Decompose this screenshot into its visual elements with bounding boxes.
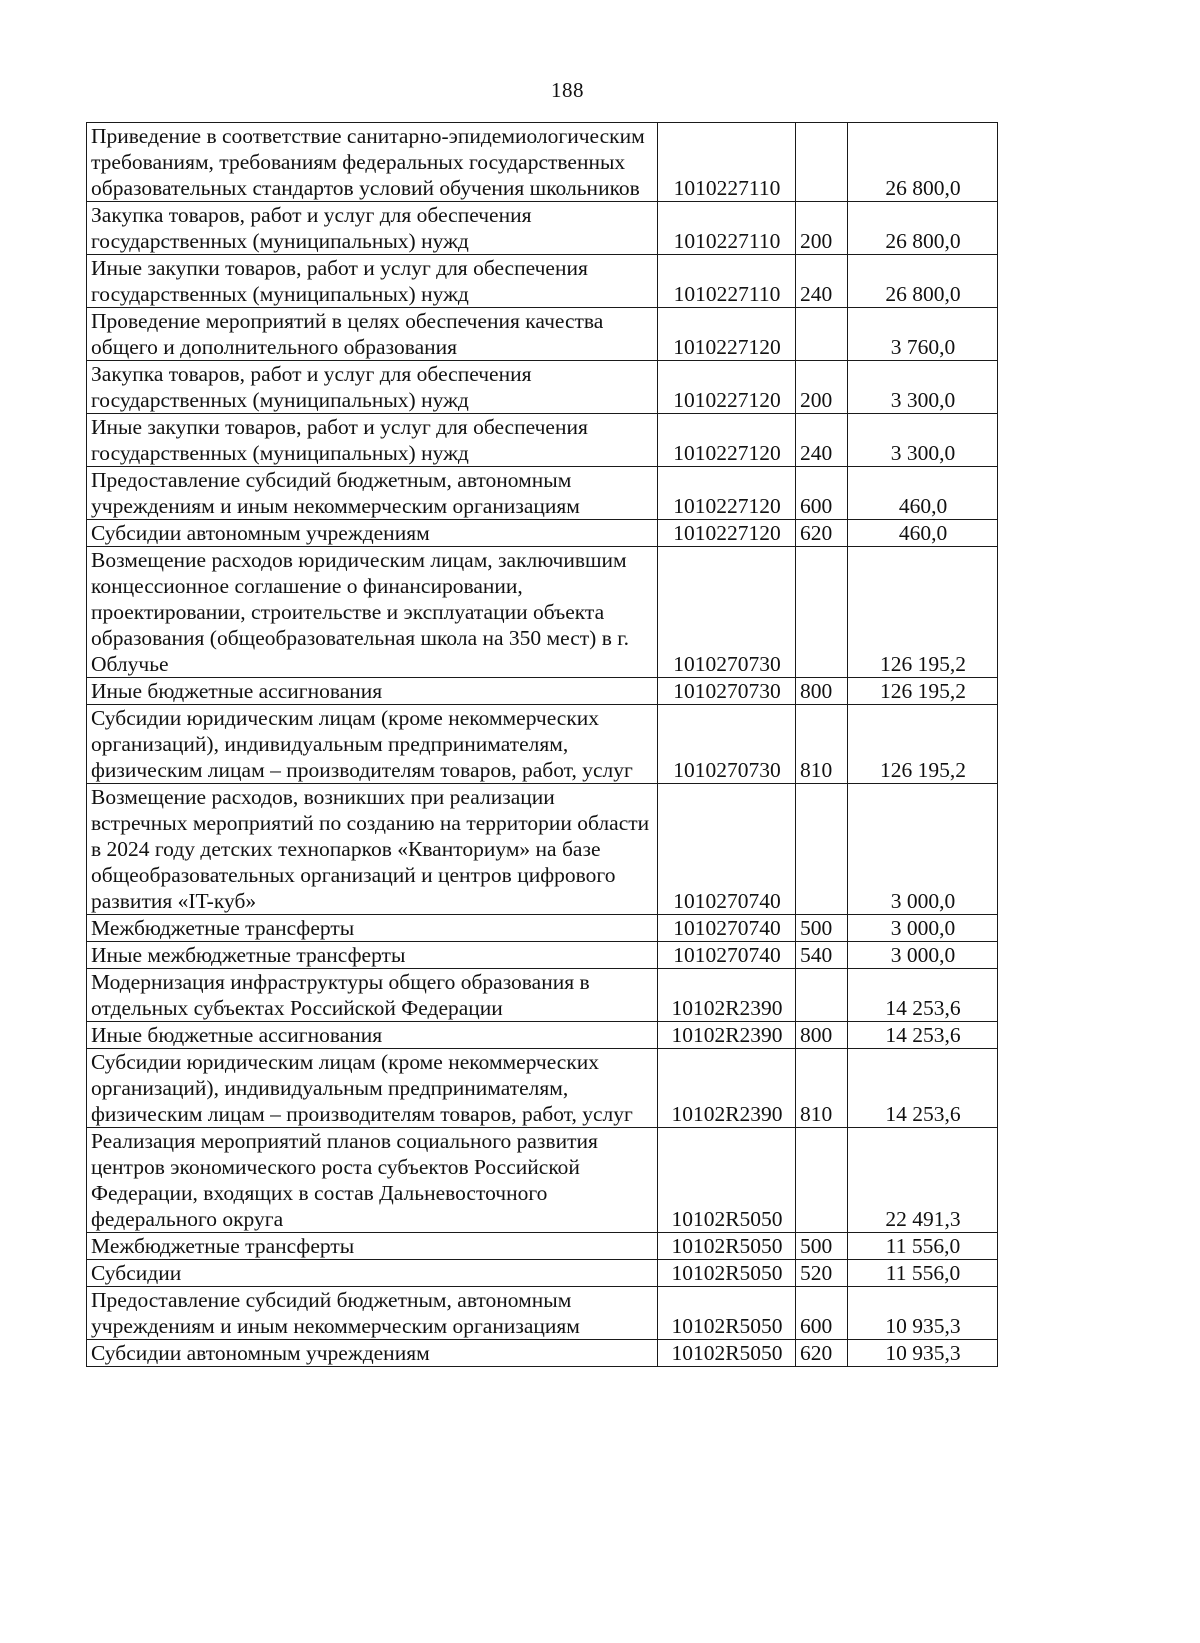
- amount-cell: 11 556,0: [848, 1233, 998, 1260]
- expense-name-cell: Приведение в соответствие санитарно-эпидемиологическим требованиям, требованиям федеральных государственных образовательных стандартов условий обучения школьников: [87, 123, 658, 202]
- expense-type-cell: [796, 123, 848, 202]
- target-article-code-cell: 1010270730: [658, 547, 796, 678]
- expense-type-cell: [796, 969, 848, 1022]
- amount-cell: 3 000,0: [848, 784, 998, 915]
- target-article-code-cell: 1010227120: [658, 361, 796, 414]
- expense-type-cell: 540: [796, 942, 848, 969]
- expense-type-cell: [796, 308, 848, 361]
- table-row: [87, 1287, 998, 1340]
- table-row: [87, 255, 998, 308]
- expense-name-cell: Субсидии юридическим лицам (кроме некоммерческих организаций), индивидуальным предпринимателям, физическим лицам – производителям товаров, работ, услуг: [87, 1049, 658, 1128]
- expense-name-cell: Иные бюджетные ассигнования: [87, 678, 658, 705]
- expense-name-cell: Проведение мероприятий в целях обеспечения качества общего и дополнительного образования: [87, 308, 658, 361]
- table-row: [87, 1049, 998, 1128]
- amount-cell: 126 195,2: [848, 705, 998, 784]
- target-article-code-cell: 1010270740: [658, 784, 796, 915]
- budget-table-body: [87, 123, 998, 1367]
- amount-cell: 26 800,0: [848, 255, 998, 308]
- amount-cell: 14 253,6: [848, 1022, 998, 1049]
- table-row: [87, 1233, 998, 1260]
- expense-name-cell: Субсидии автономным учреждениям: [87, 520, 658, 547]
- expense-name-cell: Возмещение расходов юридическим лицам, заключившим концессионное соглашение о финансировании, проектировании, строительстве и эксплуатации объекта образования (общеобразовательная школа на 350 мест) в г. Облучье: [87, 547, 658, 678]
- target-article-code-cell: 1010270740: [658, 942, 796, 969]
- target-article-code-cell: 1010227120: [658, 414, 796, 467]
- expense-type-cell: 620: [796, 520, 848, 547]
- table-row: [87, 520, 998, 547]
- expense-type-cell: 800: [796, 678, 848, 705]
- amount-cell: 460,0: [848, 520, 998, 547]
- table-row: [87, 123, 998, 202]
- expense-type-cell: 810: [796, 1049, 848, 1128]
- table-row: [87, 915, 998, 942]
- expense-name-cell: Возмещение расходов, возникших при реализации встречных мероприятий по созданию на территории области в 2024 году детских технопарков «Кванториум» на базе общеобразовательных организаций и центров цифрового развития «IT-куб»: [87, 784, 658, 915]
- target-article-code-cell: 1010227110: [658, 202, 796, 255]
- expense-name-cell: Модернизация инфраструктуры общего образования в отдельных субъектах Российской Федерации: [87, 969, 658, 1022]
- expense-type-cell: 200: [796, 361, 848, 414]
- amount-cell: 3 300,0: [848, 414, 998, 467]
- expense-type-cell: [796, 784, 848, 915]
- amount-cell: 126 195,2: [848, 547, 998, 678]
- expense-name-cell: Межбюджетные трансферты: [87, 1233, 658, 1260]
- amount-cell: 14 253,6: [848, 969, 998, 1022]
- expense-type-cell: 240: [796, 414, 848, 467]
- amount-cell: 10 935,3: [848, 1340, 998, 1367]
- budget-table: [86, 122, 998, 1367]
- expense-name-cell: Предоставление субсидий бюджетным, автономным учреждениям и иным некоммерческим организациям: [87, 1287, 658, 1340]
- amount-cell: 14 253,6: [848, 1049, 998, 1128]
- target-article-code-cell: 1010270740: [658, 915, 796, 942]
- amount-cell: 3 000,0: [848, 915, 998, 942]
- table-row: [87, 467, 998, 520]
- table-row: [87, 705, 998, 784]
- table-row: [87, 547, 998, 678]
- table-row: [87, 784, 998, 915]
- target-article-code-cell: 10102R5050: [658, 1340, 796, 1367]
- amount-cell: 26 800,0: [848, 123, 998, 202]
- expense-type-cell: 810: [796, 705, 848, 784]
- amount-cell: 11 556,0: [848, 1260, 998, 1287]
- table-row: [87, 308, 998, 361]
- expense-name-cell: Субсидии автономным учреждениям: [87, 1340, 658, 1367]
- amount-cell: 3 300,0: [848, 361, 998, 414]
- amount-cell: 126 195,2: [848, 678, 998, 705]
- expense-name-cell: Предоставление субсидий бюджетным, автономным учреждениям и иным некоммерческим организациям: [87, 467, 658, 520]
- amount-cell: 26 800,0: [848, 202, 998, 255]
- expense-type-cell: 520: [796, 1260, 848, 1287]
- target-article-code-cell: 1010227120: [658, 308, 796, 361]
- target-article-code-cell: 1010227110: [658, 255, 796, 308]
- amount-cell: 460,0: [848, 467, 998, 520]
- expense-type-cell: 800: [796, 1022, 848, 1049]
- target-article-code-cell: 10102R2390: [658, 1049, 796, 1128]
- expense-type-cell: 620: [796, 1340, 848, 1367]
- expense-name-cell: Иные закупки товаров, работ и услуг для обеспечения государственных (муниципальных) нужд: [87, 255, 658, 308]
- expense-name-cell: Закупка товаров, работ и услуг для обеспечения государственных (муниципальных) нужд: [87, 202, 658, 255]
- target-article-code-cell: 1010227110: [658, 123, 796, 202]
- table-row: [87, 942, 998, 969]
- target-article-code-cell: 1010227120: [658, 520, 796, 547]
- target-article-code-cell: 10102R5050: [658, 1233, 796, 1260]
- table-row: [87, 969, 998, 1022]
- expense-type-cell: 500: [796, 1233, 848, 1260]
- table-row: [87, 1340, 998, 1367]
- expense-type-cell: [796, 547, 848, 678]
- expense-type-cell: 600: [796, 467, 848, 520]
- table-row: [87, 678, 998, 705]
- target-article-code-cell: 1010270730: [658, 705, 796, 784]
- expense-name-cell: Субсидии юридическим лицам (кроме некоммерческих организаций), индивидуальным предпринимателям, физическим лицам – производителям товаров, работ, услуг: [87, 705, 658, 784]
- target-article-code-cell: 10102R5050: [658, 1260, 796, 1287]
- amount-cell: 3 000,0: [848, 942, 998, 969]
- expense-name-cell: Межбюджетные трансферты: [87, 915, 658, 942]
- page-number: 188: [551, 78, 584, 102]
- target-article-code-cell: 10102R5050: [658, 1287, 796, 1340]
- table-row: [87, 202, 998, 255]
- expense-type-cell: [796, 1128, 848, 1233]
- table-row: [87, 1260, 998, 1287]
- expense-name-cell: Иные бюджетные ассигнования: [87, 1022, 658, 1049]
- expense-name-cell: Закупка товаров, работ и услуг для обеспечения государственных (муниципальных) нужд: [87, 361, 658, 414]
- target-article-code-cell: 10102R5050: [658, 1128, 796, 1233]
- expense-type-cell: 240: [796, 255, 848, 308]
- amount-cell: 10 935,3: [848, 1287, 998, 1340]
- table-row: [87, 1022, 998, 1049]
- expense-name-cell: Субсидии: [87, 1260, 658, 1287]
- table-row: [87, 361, 998, 414]
- table-row: [87, 414, 998, 467]
- expense-name-cell: Иные межбюджетные трансферты: [87, 942, 658, 969]
- table-row: [87, 1128, 998, 1233]
- target-article-code-cell: 10102R2390: [658, 969, 796, 1022]
- expense-type-cell: 500: [796, 915, 848, 942]
- expense-type-cell: 600: [796, 1287, 848, 1340]
- expense-name-cell: Реализация мероприятий планов социального развития центров экономического роста субъектов Российской Федерации, входящих в состав Дальневосточного федерального округа: [87, 1128, 658, 1233]
- expense-type-cell: 200: [796, 202, 848, 255]
- target-article-code-cell: 1010270730: [658, 678, 796, 705]
- amount-cell: 3 760,0: [848, 308, 998, 361]
- expense-name-cell: Иные закупки товаров, работ и услуг для обеспечения государственных (муниципальных) нужд: [87, 414, 658, 467]
- amount-cell: 22 491,3: [848, 1128, 998, 1233]
- target-article-code-cell: 1010227120: [658, 467, 796, 520]
- target-article-code-cell: 10102R2390: [658, 1022, 796, 1049]
